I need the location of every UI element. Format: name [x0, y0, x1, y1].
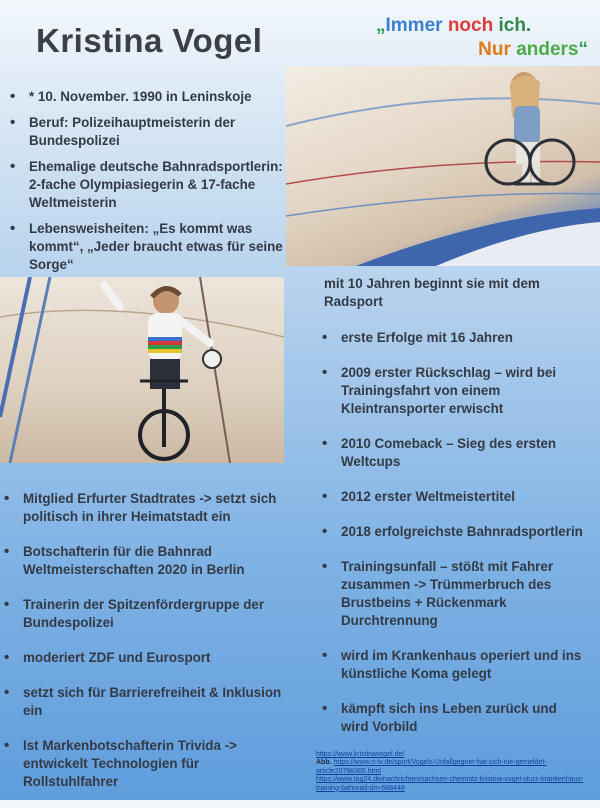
- bio-item-job: • Beruf: Polizeihauptmeisterin der Bundespolizei: [8, 114, 286, 150]
- career-item: • 2009 erster Rückschlag – wird bei Trainingsfahrt von einem Kleintransporter erwischt: [320, 364, 588, 418]
- bio-list: [8, 88, 286, 282]
- engagement-item: • Trainerin der Spitzenfördergruppe der Bundespolizei: [2, 596, 297, 632]
- motto-word-anders: anders: [516, 39, 579, 60]
- bio-item-career: • Ehemalige deutsche Bahnradsportlerin: 2-fache Olympiasiegerin & 17-fache Weltmeisterin: [8, 158, 286, 212]
- career-intro: mit 10 Jahren beginnt sie mit dem Radsport: [324, 276, 540, 309]
- cyclist-photo-drawing: [0, 277, 284, 463]
- motto-close-quote: “: [578, 39, 588, 60]
- engagement-list: [2, 490, 297, 808]
- motto-word-ich: ich.: [498, 15, 532, 36]
- motto-word-immer: Immer: [385, 15, 443, 36]
- engagement-item: • Botschafterin für die Bahnrad Weltmeisterschaften 2020 in Berlin: [2, 543, 297, 579]
- source-abb-label: Abb.: [316, 759, 332, 767]
- bio-item-birth: • * 10. November. 1990 in Leninskoje: [8, 88, 286, 106]
- engagement-item: • setzt sich für Barrierefreiheit & Inklusion ein: [2, 684, 297, 720]
- career-item: • Trainingsunfall – stößt mit Fahrer zusammen -> Trümmerbruch des Brustbeins + Rückenmark Durchtrennung: [320, 558, 588, 630]
- source-link-ntv[interactable]: https://www.n-tv.de/sport/Vogels-Unfallgegner-hat-sich-nie-gemeldet-article20798365.html: [316, 759, 547, 775]
- bio-item-wisdom: • Lebensweisheiten: „Es kommt was kommt“, „Jeder braucht etwas für seine Sorge“: [8, 220, 286, 274]
- career-item: • 2018 erfolgreichste Bahnradsportlerin: [320, 523, 588, 541]
- career-item: • 2012 erster Weltmeistertitel: [320, 488, 588, 506]
- career-item: • wird im Krankenhaus operiert und ins künstliche Koma gelegt: [320, 647, 588, 683]
- wheelchair-photo: [286, 66, 600, 266]
- motto-open-quote: „: [376, 15, 386, 36]
- career-item: • 2010 Comeback – Sieg des ersten Weltcups: [320, 435, 588, 471]
- engagement-item: • moderiert ZDF und Eurosport: [2, 649, 297, 667]
- engagement-item: • Mitglied Erfurter Stadtrates -> setzt sich politisch in ihrer Heimatstadt ein: [2, 490, 297, 526]
- sources: [316, 751, 600, 793]
- career-list: [320, 329, 588, 736]
- motto: [358, 14, 588, 62]
- wheelchair-photo-drawing: [286, 66, 600, 266]
- source-link-tag24[interactable]: https://www.tag24.de/nachrichten/sachsen-chemnitz-kristina-vogel-sturz-krankenhaus-training-bahnrad-dm-688448: [316, 776, 584, 792]
- career-item: • erste Erfolge mit 16 Jahren: [320, 329, 588, 347]
- source-abb-line: [316, 759, 600, 776]
- engagement-item: • Ist Markenbotschafterin Trivida -> entwickelt Technologien für Rollstuhlfahrer: [2, 737, 297, 791]
- motto-word-noch: noch: [447, 15, 494, 36]
- source-link-kristinavogel[interactable]: https://www.kristinavogel.de/: [316, 751, 405, 758]
- cyclist-photo: [0, 277, 284, 463]
- career-section: [320, 275, 588, 753]
- motto-word-nur: Nur: [478, 39, 511, 60]
- page-title: Kristina Vogel: [36, 22, 263, 59]
- career-item: • kämpft sich ins Leben zurück und wird Vorbild: [320, 700, 588, 736]
